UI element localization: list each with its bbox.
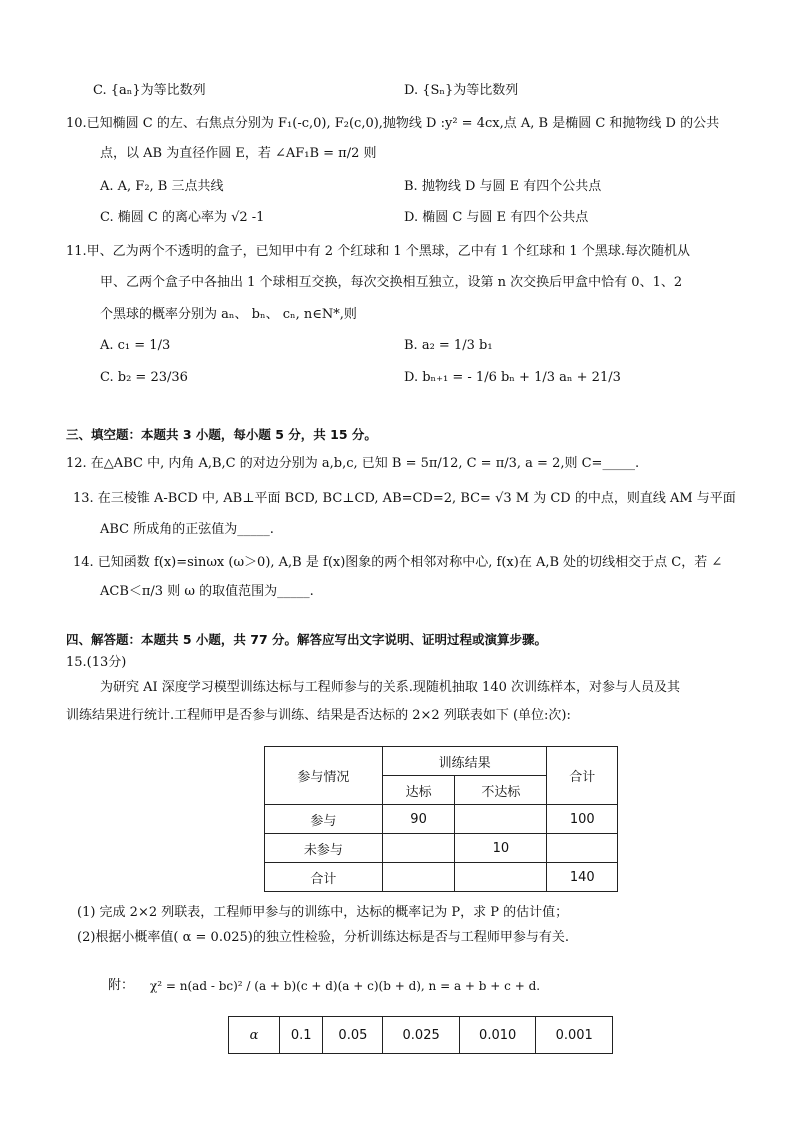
table-header-participation: 参与情况 [265,747,383,805]
alpha-symbol: α [229,1017,280,1054]
q11-stem-line3: 个黑球的概率分别为 aₙ、 bₙ、 cₙ, n∈N*,则 [100,307,357,322]
alpha-value: 0.025 [383,1017,460,1054]
table-cell-label: 参与 [265,805,383,834]
q9-option-d: D. {Sₙ}为等比数列 [404,83,519,98]
table-cell-fail [455,863,547,892]
q11-stem-line1: 11.甲、乙为两个不透明的盒子，已知甲中有 2 个红球和 1 个黑球，乙中有 1 个红球和 1 个黑球.每次随机从 [66,244,690,259]
alpha-table [228,1016,613,1054]
q15-subquestion-2: (2)根据小概率值( α = 0.025)的独立性检验，分析训练达标是否与工程师甲参与有关. [77,930,569,945]
q15-paragraph-line1: 为研究 AI 深度学习模型训练达标与工程师参与的关系.现随机抽取 140 次训练样本，对参与人员及其 [100,680,680,695]
chi-square-formula: χ² = n(ad - bc)² / (a + b)(c + d)(a + c)(b + d), n = a + b + c + d. [150,979,541,993]
table-header-pass: 达标 [382,776,454,805]
section-4-heading: 四、解答题：本题共 5 小题，共 77 分。解答应写出文字说明、证明过程或演算步骤。 [66,632,548,647]
table-cell-total: 140 [547,863,618,892]
q11-option-b: B. a₂ = 1/3 b₁ [404,338,493,353]
table-cell-total: 100 [547,805,618,834]
q10-option-b: B. 抛物线 D 与圆 E 有四个公共点 [404,179,602,194]
q15-heading: 15.(13分) [66,655,127,670]
q10-stem-line1: 10.已知椭圆 C 的左、右焦点分别为 F₁(-c,0), F₂(c,0),抛物线 D :y² = 4cx,点 A, B 是椭圆 C 和抛物线 D 的公共 [66,116,720,131]
table-cell-pass [382,863,454,892]
q11-option-a: A. c₁ = 1/3 [100,338,171,353]
alpha-value: 0.001 [536,1017,613,1054]
table-cell-label: 合计 [265,863,383,892]
table-row [265,805,618,834]
alpha-value: 0.05 [323,1017,383,1054]
alpha-value: 0.1 [280,1017,323,1054]
alpha-value: 0.010 [459,1017,536,1054]
contingency-table [264,746,618,892]
table-header-result: 训练结果 [382,747,547,776]
q14-stem-line2: ACB＜π/3 则 ω 的取值范围为_____. [100,584,314,599]
q14-stem-line1: 14. 已知函数 f(x)=sinωx (ω＞0), A,B 是 f(x)图象的两个相邻对称中心, f(x)在 A,B 处的切线相交于点 C，若 ∠ [73,555,723,570]
table-row [265,863,618,892]
q11-option-d: D. bₙ₊₁ = - 1/6 bₙ + 1/3 aₙ + 21/3 [404,370,621,385]
table-cell-label: 未参与 [265,834,383,863]
q15-paragraph-line2: 训练结果进行统计.工程师甲是否参与训练、结果是否达标的 2×2 列联表如下 (单位:次): [66,708,571,723]
table-row [265,834,618,863]
table-row [229,1017,613,1054]
table-cell-fail [455,805,547,834]
q12-stem: 12. 在△ABC 中, 内角 A,B,C 的对边分别为 a,b,c, 已知 B = 5π/12, C = π/3, a = 2,则 C=_____. [66,456,640,471]
q11-option-c: C. b₂ = 23/36 [100,370,188,385]
q10-option-a: A. A, F₂, B 三点共线 [100,179,224,194]
table-cell-total [547,834,618,863]
q13-stem-line1: 13. 在三棱锥 A-BCD 中, AB⊥平面 BCD, BC⊥CD, AB=CD=2, BC= √3 M 为 CD 的中点，则直线 AM 与平面 [73,491,736,506]
q10-option-c: C. 椭圆 C 的离心率为 √2 -1 [100,210,265,225]
q13-stem-line2: ABC 所成角的正弦值为_____. [100,522,274,537]
table-header-fail: 不达标 [455,776,547,805]
table-cell-pass: 90 [382,805,454,834]
q10-option-d: D. 椭圆 C 与圆 E 有四个公共点 [404,210,589,225]
section-3-heading: 三、填空题：本题共 3 小题，每小题 5 分，共 15 分。 [66,427,377,442]
q10-stem-line2: 点，以 AB 为直径作圆 E，若 ∠AF₁B = π/2 则 [100,146,377,161]
table-cell-pass [382,834,454,863]
appendix-label: 附： [108,978,135,993]
table-header-total: 合计 [547,747,618,805]
q9-option-c: C. {aₙ}为等比数列 [93,83,206,98]
q11-stem-line2: 甲、乙两个盒子中各抽出 1 个球相互交换，每次交换相互独立，设第 n 次交换后甲盒中恰有 0、1、2 [100,275,683,290]
table-cell-fail: 10 [455,834,547,863]
q15-subquestion-1: (1) 完成 2×2 列联表，工程师甲参与的训练中，达标的概率记为 P，求 P 的估计值； [77,905,569,920]
